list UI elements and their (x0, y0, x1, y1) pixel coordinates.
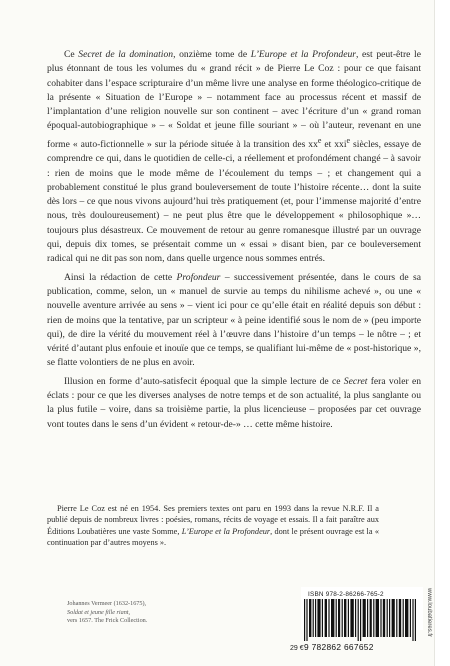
isbn-label: ISBN 978-2-86266-765-2 (308, 591, 384, 598)
barcode-number: 9 782862 667652 (304, 642, 374, 652)
blurb-paragraph-2: Ainsi la rédaction de cette Profondeur – successivement présentée, dans le cours de sa publication, comme, selon, un « manuel de survie au temps du nihilisme achevé », ou une « nouvelle aventure arrivée au sens » – vient ici pour ce qu’elle était en réalité depuis son début : rien de moins que la tentative, par un scripteur « à peine identifié sous le nom de » (peu importe qui), de dire la vérité du mouvement réel à l’œuvre dans l’histoire d’un temps – le nôtre – ; et vérité d’autant plus enfouie et inouïe que ce temps, se qualifiant lui-même de « post-historique », se flatte volontiers de ne plus en avoir. (47, 271, 421, 369)
blurb-paragraph-1: Ce Secret de la domination, onzième tome de L’Europe et la Profondeur, est peut-être le plus étonnant de tous les volumes du « grand récit » de Pierre Le Coz : pour ce que faisant cohabiter dans l’espace scripturaire d’un même livre une analyse en forme théologico-critique de la présente « Situation de l’Europe » – notamment face au processus récent et massif de l’implantation d’une religion nouvelle sur son continent – avec l’écriture d’un « grand roman époqual-autobiographique » – « Soldat et jeune fille souriant » – où l’auteur, revenant en une forme « auto-fictionnelle » sur la période située à la transition des $xx^e$ et xxi$^e$ siècles, essaye de comprendre ce qui, dans le quotidien de celle-ci, a réellement et profondément changé – à savoir : rien de moins que le mode même de l’écoulement du temps – ; et changement qui a probablement constitué le plus grand bouleversement de toute l’histoire récente… dont la suite dès lors – ce que nous vivons aujourd’hui très pratiquement (et, pour l’immense majorité d’entre nous, très douloureusement) – ne peut plus être que le développement « philosophique »… toujours plus désastreux. Ce mouvement de retour au genre romanesque illustré par un ouvrage qui, depuis dix tomes, se présentait comme un « essai » disant bien, par ce bouleversement radical qui ne dit pas son nom, dans quelle urgence nous sommes entrés. (47, 49, 422, 265)
cover-image-credit: Johannes Vermeer (1632-1675), Soldat et jeune fille riant, vers 1657. The Frick Collection. (67, 600, 148, 625)
page-edge (434, 0, 450, 666)
price-label: 29 € (290, 645, 304, 652)
author-bio: Pierre Le Coz est né en 1954. Ses premiers textes ont paru en 1993 dans la revue N.R.F. Il a publié depuis de nombreux livres : poésies, romans, récits de voyage et essais. Il a fait paraître aux Éditions Loubatières une vaste Somme, L’Europe et la Profondeur, dont le présent ouvrage est la « continuation par d’autres moyens ». (47, 504, 379, 548)
blurb-paragraph-3: Illusion en forme d’auto-satisfecit époqual que la simple lecture de ce Secret fera voler en éclats : pour ce que les diverses analyses de notre temps et de son actualité, la plus sanglante ou la plus futile – voire, dans sa troisième partie, la plus licencieuse – proposées par cet ouvrage vont toutes dans le sens d’un évident « retour-de-» … cette même histoire. (47, 375, 421, 430)
blurb-text (47, 48, 421, 432)
barcode-icon (304, 599, 420, 641)
publisher-website[interactable]: www.loubatieres.fr (426, 588, 432, 638)
book-title: Secret de la domination (78, 49, 174, 60)
series-title: L’Europe et la Profondeur (250, 49, 356, 60)
